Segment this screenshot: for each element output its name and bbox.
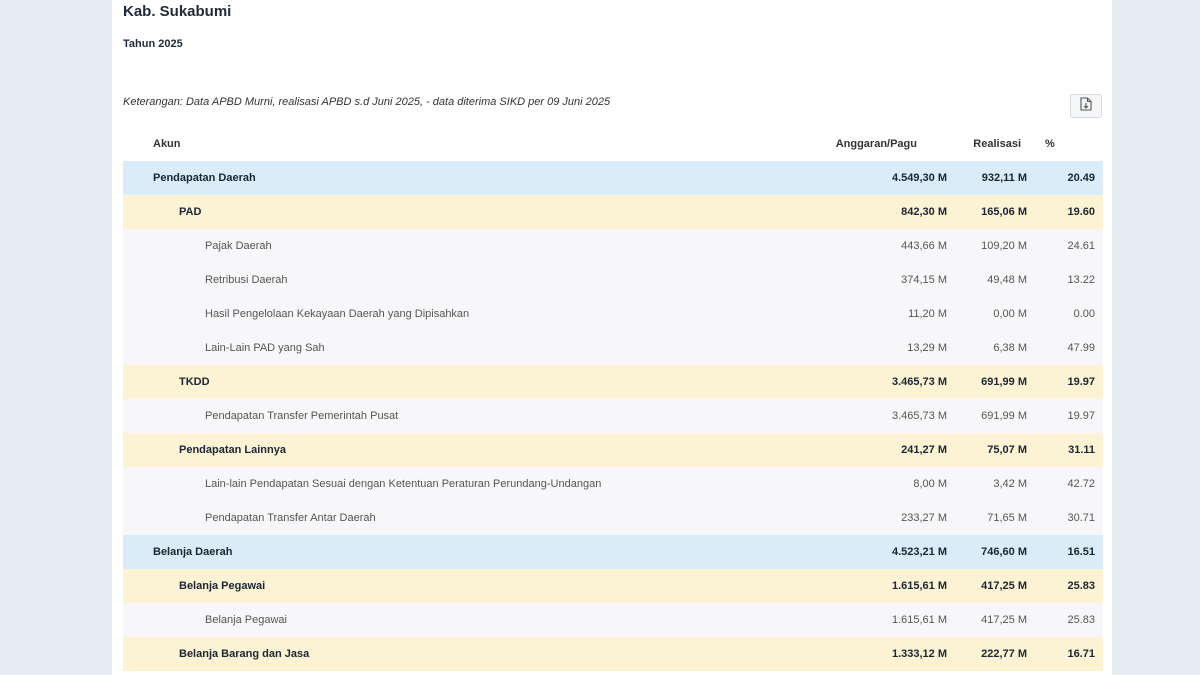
account-cell: PAD <box>123 195 763 229</box>
table-row[interactable] <box>123 569 1103 603</box>
percent-cell: 19.60 <box>1033 195 1103 229</box>
budget-cell: 374,15 M <box>763 263 953 297</box>
realization-cell: 691,99 M <box>953 399 1033 433</box>
budget-cell: 3.465,73 M <box>763 365 953 399</box>
year-label: Tahun 2025 <box>123 38 183 50</box>
account-cell: Hasil Pengelolaan Kekayaan Daerah yang Dipisahkan <box>123 297 763 331</box>
percent-cell: 47.99 <box>1033 331 1103 365</box>
export-button[interactable] <box>1070 94 1102 118</box>
budget-cell: 8,00 M <box>763 467 953 501</box>
table-row[interactable] <box>123 535 1103 569</box>
percent-cell: 42.72 <box>1033 467 1103 501</box>
table-row[interactable] <box>123 399 1103 433</box>
table-row[interactable] <box>123 603 1103 637</box>
realization-cell: 3,42 M <box>953 467 1033 501</box>
account-cell: Belanja Daerah <box>123 535 763 569</box>
account-cell: Pendapatan Lainnya <box>123 433 763 467</box>
budget-cell: 1.615,61 M <box>763 603 953 637</box>
account-cell: TKDD <box>123 365 763 399</box>
column-header-persen[interactable]: % <box>1033 127 1103 161</box>
realization-cell: 0,00 M <box>953 297 1033 331</box>
percent-cell: 25.83 <box>1033 569 1103 603</box>
table-header-row <box>123 127 1103 161</box>
percent-cell: 19.97 <box>1033 399 1103 433</box>
percent-cell: 25.83 <box>1033 603 1103 637</box>
budget-cell: 4.523,21 M <box>763 535 953 569</box>
report-panel <box>112 0 1112 675</box>
file-export-icon <box>1080 97 1092 116</box>
account-cell: Belanja Barang dan Jasa <box>123 637 763 671</box>
budget-cell: 443,66 M <box>763 229 953 263</box>
budget-cell: 13,29 M <box>763 331 953 365</box>
budget-cell: 842,30 M <box>763 195 953 229</box>
table-row[interactable] <box>123 161 1103 195</box>
column-header-anggaran[interactable]: Anggaran/Pagu <box>763 127 953 161</box>
percent-cell: 19.97 <box>1033 365 1103 399</box>
account-cell: Pendapatan Transfer Pemerintah Pusat <box>123 399 763 433</box>
realization-cell: 109,20 M <box>953 229 1033 263</box>
percent-cell: 20.49 <box>1033 161 1103 195</box>
data-note: Keterangan: Data APBD Murni, realisasi APBD s.d Juni 2025, - data diterima SIKD per 09 Juni 2025 <box>123 96 611 108</box>
realization-cell: 71,65 M <box>953 501 1033 535</box>
realization-cell: 75,07 M <box>953 433 1033 467</box>
budget-cell: 233,27 M <box>763 501 953 535</box>
realization-cell: 49,48 M <box>953 263 1033 297</box>
budget-cell: 241,27 M <box>763 433 953 467</box>
column-header-akun[interactable]: Akun <box>123 127 763 161</box>
percent-cell: 16.51 <box>1033 535 1103 569</box>
table-row[interactable] <box>123 229 1103 263</box>
percent-cell: 31.11 <box>1033 433 1103 467</box>
account-cell: Lain-Lain PAD yang Sah <box>123 331 763 365</box>
realization-cell: 691,99 M <box>953 365 1033 399</box>
table-row[interactable] <box>123 501 1103 535</box>
table-row[interactable] <box>123 195 1103 229</box>
table-body <box>123 161 1103 671</box>
table-row[interactable] <box>123 263 1103 297</box>
budget-table <box>123 127 1103 671</box>
account-cell: Retribusi Daerah <box>123 263 763 297</box>
table-row[interactable] <box>123 637 1103 671</box>
realization-cell: 6,38 M <box>953 331 1033 365</box>
account-cell: Belanja Pegawai <box>123 603 763 637</box>
budget-cell: 11,20 M <box>763 297 953 331</box>
account-cell: Belanja Pegawai <box>123 569 763 603</box>
table-row[interactable] <box>123 297 1103 331</box>
percent-cell: 30.71 <box>1033 501 1103 535</box>
percent-cell: 0.00 <box>1033 297 1103 331</box>
account-cell: Pajak Daerah <box>123 229 763 263</box>
percent-cell: 16.71 <box>1033 637 1103 671</box>
page-title: Kab. Sukabumi <box>123 3 232 20</box>
account-cell: Pendapatan Daerah <box>123 161 763 195</box>
realization-cell: 417,25 M <box>953 569 1033 603</box>
budget-cell: 1.333,12 M <box>763 637 953 671</box>
table-row[interactable] <box>123 365 1103 399</box>
realization-cell: 932,11 M <box>953 161 1033 195</box>
table-row[interactable] <box>123 467 1103 501</box>
table-row[interactable] <box>123 433 1103 467</box>
realization-cell: 165,06 M <box>953 195 1033 229</box>
realization-cell: 417,25 M <box>953 603 1033 637</box>
percent-cell: 13.22 <box>1033 263 1103 297</box>
realization-cell: 222,77 M <box>953 637 1033 671</box>
table-row[interactable] <box>123 331 1103 365</box>
column-header-realisasi[interactable]: Realisasi <box>953 127 1033 161</box>
account-cell: Lain-lain Pendapatan Sesuai dengan Ketentuan Peraturan Perundang-Undangan <box>123 467 763 501</box>
realization-cell: 746,60 M <box>953 535 1033 569</box>
budget-cell: 3.465,73 M <box>763 399 953 433</box>
budget-cell: 4.549,30 M <box>763 161 953 195</box>
account-cell: Pendapatan Transfer Antar Daerah <box>123 501 763 535</box>
budget-cell: 1.615,61 M <box>763 569 953 603</box>
percent-cell: 24.61 <box>1033 229 1103 263</box>
